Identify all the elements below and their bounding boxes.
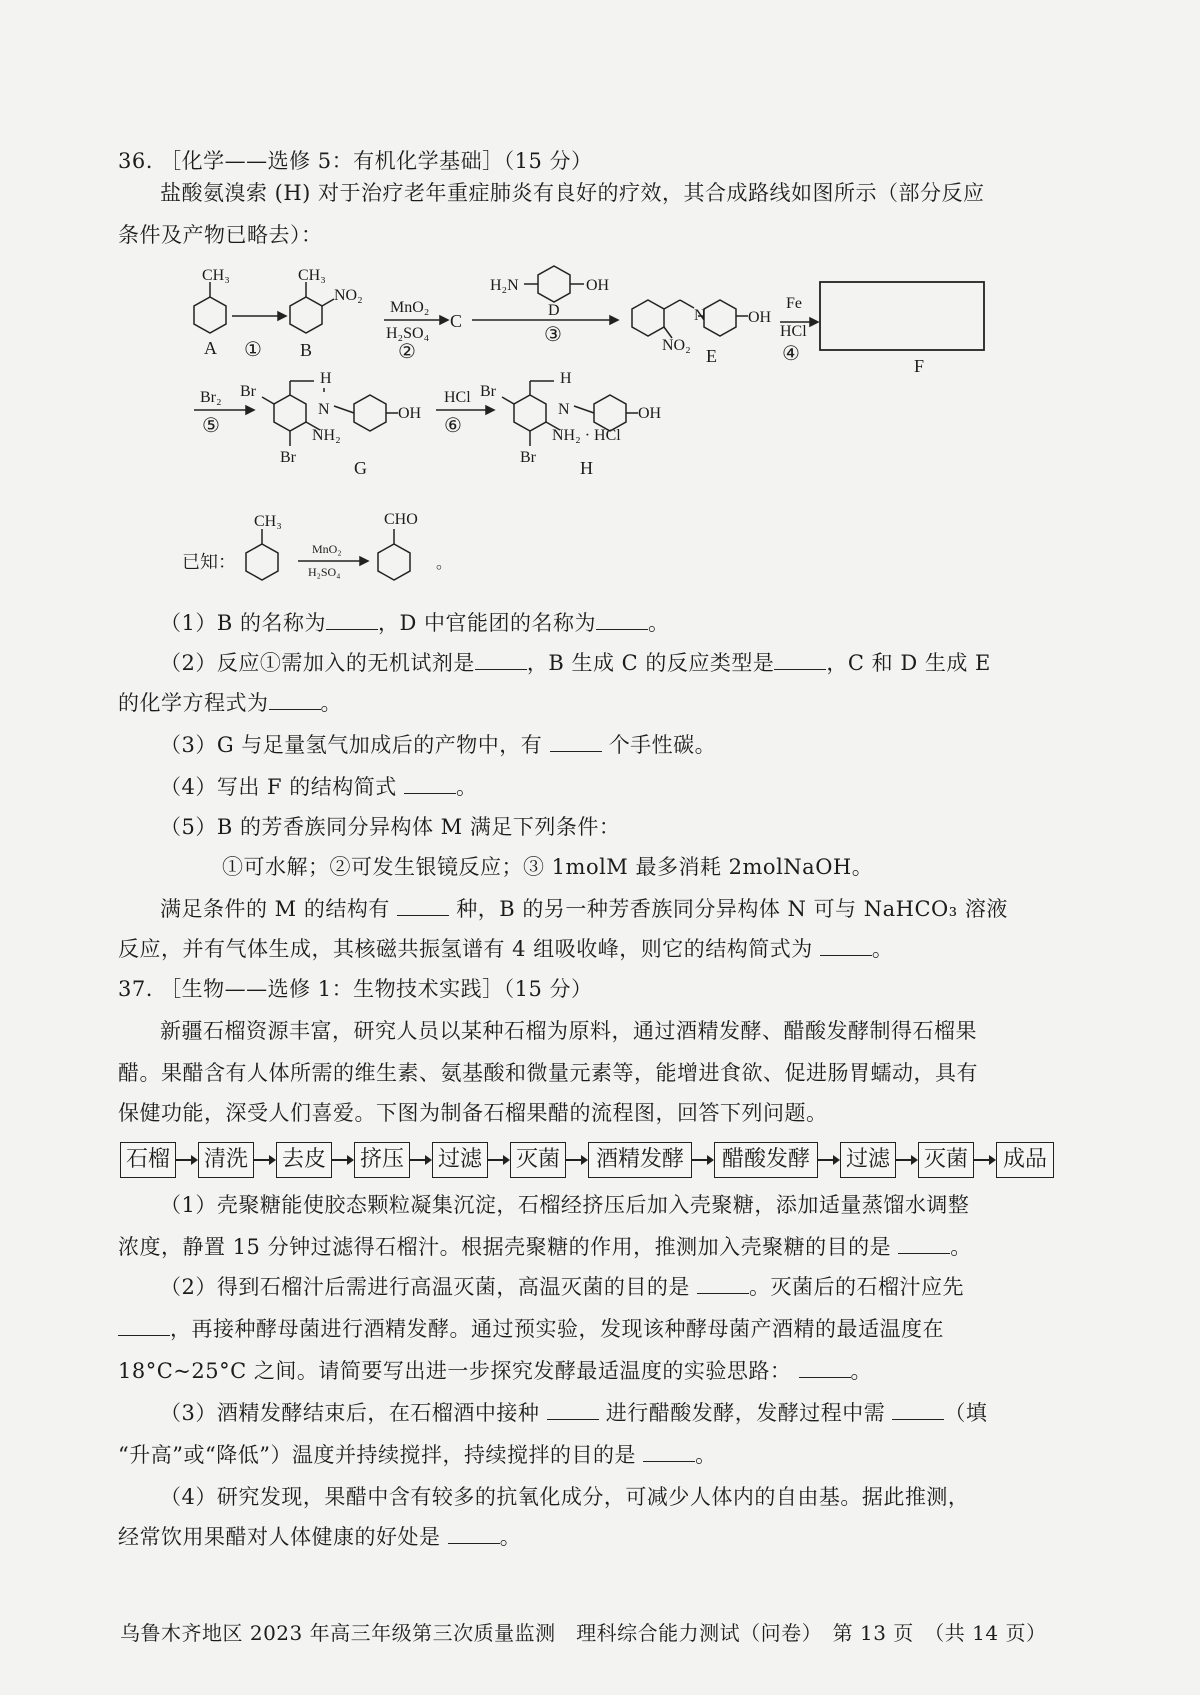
step6-reagent: HCl (444, 389, 471, 406)
step4-reagent-bottom: HCl (780, 323, 807, 340)
q37-sub1-line1: （1）壳聚糖能使胶态颗粒凝集沉淀，石榴经挤压后加入壳聚糖，添加适量蒸馏水调整 (160, 1193, 970, 1217)
benzene-ring-E (632, 300, 664, 336)
answer-blank[interactable] (448, 1525, 500, 1544)
answer-blank[interactable] (326, 611, 378, 630)
flow-step: 醋酸发酵 (714, 1142, 818, 1178)
q37-sub4-line2: 经常饮用果醋对人体健康的好处是 。 (118, 1525, 522, 1549)
flow-step: 酒精发酵 (588, 1142, 692, 1178)
q36-sub1: （1）B 的名称为 ，D 中官能团的名称为 。 (160, 611, 670, 635)
answer-blank[interactable] (404, 775, 456, 794)
answer-blank[interactable] (697, 1275, 749, 1294)
page-footer: 乌鲁木齐地区 2023 年高三年级第三次质量监测 理科综合能力测试（问卷） 第 13 页 （共 14 页） (120, 1621, 1047, 1645)
flow-step: 石榴 (120, 1142, 176, 1178)
answer-blank[interactable] (643, 1443, 695, 1462)
known-label: 已知： (182, 552, 236, 572)
step5-label: ⑤ (202, 415, 220, 437)
benzene-ring-G (274, 395, 306, 431)
H-amino-hcl-label: NH₂ · HCl (552, 427, 621, 444)
flow-step: 过滤 (840, 1142, 896, 1178)
H-bromo-top-label: Br (480, 383, 496, 400)
q36-sub5-line3: 反应，并有气体生成，其核磁共振氢谱有 4 组吸收峰，则它的结构简式为 。 (118, 937, 894, 961)
q37-intro-line3: 保健功能，深受人们喜爱。下图为制备石榴果醋的流程图，回答下列问题。 (118, 1101, 828, 1125)
q37-sub2-line2: ，再接种酵母菌进行酒精发酵。通过预实验，发现该种酵母菌产酒精的最适温度在 (118, 1314, 944, 1344)
flow-arrow (410, 1159, 430, 1161)
q36-sub4: （4）写出 F 的结构简式 。 (160, 775, 478, 799)
answer-blank[interactable] (397, 897, 449, 916)
step3-label: ③ (544, 324, 562, 346)
q37-sub1-line2: 浓度，静置 15 分钟过滤得石榴汁。根据壳聚糖的作用，推测加入壳聚糖的目的是 。 (118, 1235, 972, 1259)
q36-sub2-line1: （2）反应①需加入的无机试剂是 ，B 生成 C 的反应类型是 ，C 和 D 生成 E (160, 651, 991, 675)
G-bromo-bottom-label: Br (280, 449, 296, 466)
benzene-ring-H (514, 395, 546, 431)
q37-sub2-line1: （2）得到石榴汁后需进行高温灭菌，高温灭菌的目的是 。灭菌后的石榴汁应先 (160, 1275, 965, 1299)
step4-label: ④ (782, 343, 800, 365)
q37-sub4-line1: （4）研究发现，果醋中含有较多的抗氧化成分，可减少人体内的自由基。据此推测， (160, 1485, 970, 1509)
B-methyl-label: CH₃ (298, 267, 326, 284)
E-nitrogen-label: N (694, 307, 706, 324)
cyclohexane-ring-G (354, 395, 386, 431)
q36-sub5-line2: 满足条件的 M 的结构有 种，B 的另一种芳香族同分异构体 N 可与 NaHCO₃ 溶液 (160, 897, 1008, 921)
step5-reagent: Br₂ (200, 389, 222, 406)
step2-reagent-bottom: H₂SO₄ (386, 325, 430, 342)
H-bromo-bottom-label: Br (520, 449, 536, 466)
answer-blank[interactable] (475, 651, 527, 670)
flow-arrow (896, 1159, 916, 1161)
label-C: C (450, 311, 463, 331)
label-B: B (300, 340, 313, 360)
q37-sub3-line2: “升高”或“降低”）温度并持续搅拌，持续搅拌的目的是 。 (118, 1443, 717, 1467)
answer-blank[interactable] (269, 691, 321, 710)
flow-arrow (332, 1159, 352, 1161)
answer-blank[interactable] (774, 651, 826, 670)
flow-arrow (974, 1159, 994, 1161)
cyclohexane-ring-E (704, 300, 736, 336)
E-nitro-label: NO₂ (662, 337, 691, 354)
benzene-ring-known-benzaldehyde (378, 544, 410, 580)
flow-step: 清洗 (198, 1142, 254, 1178)
flow-arrow (692, 1159, 712, 1161)
G-amine-n-label: N (318, 401, 330, 418)
q37-sub2-line3: 18°C~25°C 之间。请简要写出进一步探究发酵最适温度的实验思路： 。 (118, 1359, 873, 1383)
synthesis-scheme (0, 0, 1200, 600)
D-amino-label: H₂N (490, 277, 519, 294)
answer-blank[interactable] (550, 733, 602, 752)
known-period: 。 (436, 555, 453, 572)
label-F: F (914, 356, 925, 376)
answer-blank[interactable] (547, 1401, 599, 1420)
q37-intro-line2: 醋。果醋含有人体所需的维生素、氨基酸和微量元素等，能增进食欲、促进肠胃蠕动，具有 (118, 1061, 978, 1085)
known-aldehyde-label: CHO (384, 511, 418, 528)
flow-step: 灭菌 (510, 1142, 566, 1178)
cyclohexane-ring-H (594, 395, 626, 431)
q36-intro-line2: 条件及产物已略去）： (118, 223, 323, 247)
flow-step: 灭菌 (918, 1142, 974, 1178)
answer-blank[interactable] (118, 1317, 170, 1336)
step2-reagent-top: MnO₂ (390, 299, 430, 316)
flow-step: 挤压 (354, 1142, 410, 1178)
q36-header: 36. ［化学——选修 5：有机化学基础］（15 分） (118, 149, 593, 173)
benzene-ring-A (194, 297, 226, 333)
q36-sub2-line2: 的化学方程式为 。 (118, 691, 342, 715)
cyclohexane-ring-D (538, 266, 570, 302)
label-A: A (204, 338, 217, 358)
q37-sub3-line1: （3）酒精发酵结束后，在石榴酒中接种 进行醋酸发酵，发酵过程中需 （填 (160, 1401, 988, 1425)
process-flowchart (120, 1142, 1056, 1178)
step4-reagent-top: Fe (786, 295, 802, 312)
A-methyl-label: CH₃ (202, 267, 230, 284)
q37-header: 37. ［生物——选修 1：生物技术实践］（15 分） (118, 977, 593, 1001)
flow-arrow (176, 1159, 196, 1161)
G-imine-h-label: H (320, 370, 332, 387)
H-amine-n-label: N (558, 401, 570, 418)
flow-step: 过滤 (432, 1142, 488, 1178)
q36-sub5-conditions: ①可水解；②可发生银镜反应；③ 1molM 最多消耗 2molNaOH。 (222, 855, 874, 879)
step2-label: ② (398, 341, 416, 363)
answer-blank[interactable] (799, 1359, 851, 1378)
answer-blank[interactable] (892, 1401, 944, 1420)
flow-arrow (566, 1159, 586, 1161)
label-D: D (548, 302, 560, 319)
flow-arrow (254, 1159, 274, 1161)
known-methyl-label: CH₃ (254, 513, 282, 530)
G-bromo-top-label: Br (240, 383, 256, 400)
answer-blank[interactable] (898, 1235, 950, 1254)
q36-sub5: （5）B 的芳香族同分异构体 M 满足下列条件： (160, 815, 621, 839)
benzene-ring-known-toluene (246, 544, 278, 580)
label-E: E (706, 346, 717, 366)
H-hydroxyl-label: OH (638, 405, 662, 422)
answer-blank[interactable] (820, 937, 872, 956)
label-H: H (580, 458, 593, 478)
flow-step: 去皮 (276, 1142, 332, 1178)
step1-label: ① (244, 339, 262, 361)
known-reagent-bottom: H₂SO₄ (308, 565, 341, 579)
answer-box-F (820, 282, 984, 350)
q36-intro-line1: 盐酸氨溴索 (H) 对于治疗老年重症肺炎有良好的疗效，其合成路线如图所示（部分反应 (160, 181, 985, 205)
G-amino-label: NH₂ (312, 427, 341, 444)
label-G: G (354, 458, 367, 478)
flow-arrow (818, 1159, 838, 1161)
known-reagent-top: MnO₂ (312, 542, 342, 556)
answer-blank[interactable] (596, 611, 648, 630)
E-hydroxyl-label: OH (748, 309, 772, 326)
step6-label: ⑥ (444, 415, 462, 437)
q37-intro-line1: 新疆石榴资源丰富，研究人员以某种石榴为原料，通过酒精发酵、醋酸发酵制得石榴果 (160, 1019, 977, 1043)
H-imine-h-label: H (560, 370, 572, 387)
G-hydroxyl-label: OH (398, 405, 422, 422)
benzene-ring-B (290, 297, 322, 333)
flow-step: 成品 (996, 1142, 1054, 1178)
flow-arrow (488, 1159, 508, 1161)
D-hydroxyl-label: OH (586, 277, 610, 294)
q36-sub3: （3）G 与足量氢气加成后的产物中，有 个手性碳。 (160, 733, 717, 757)
B-nitro-label: NO₂ (334, 287, 363, 304)
